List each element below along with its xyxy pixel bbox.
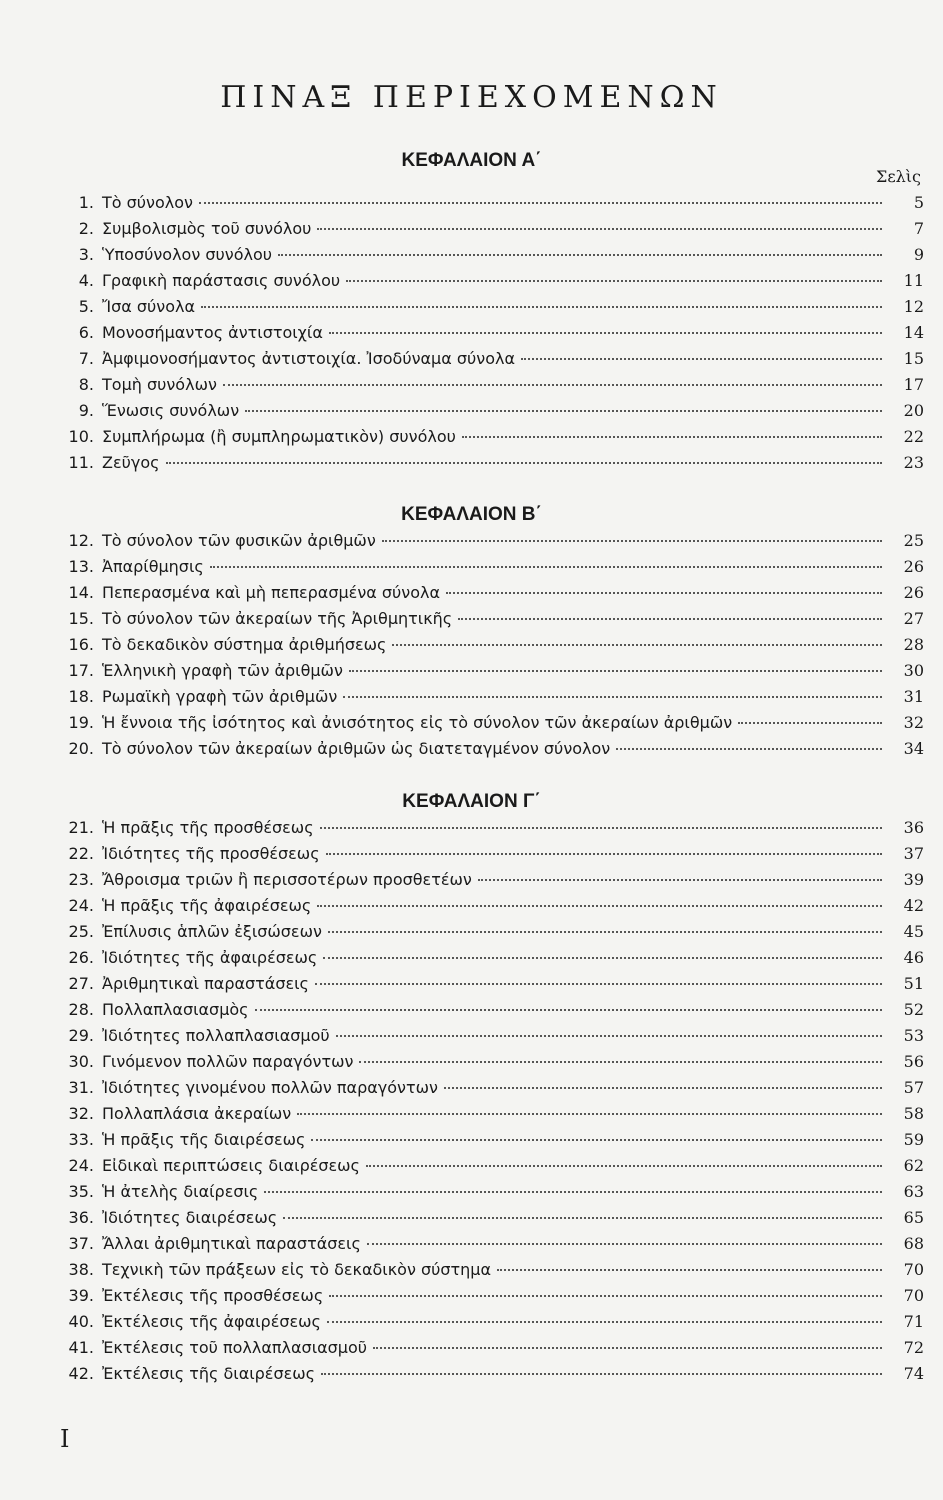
dot-leader: [278, 254, 882, 256]
entry-title: Ἡ ἔννοια τῆς ἰσότητος καὶ ἀνισότητος εἰς τὸ σύνολον τῶν ἀκεραίων ἀριθμῶν: [102, 713, 733, 732]
dot-leader: [478, 879, 882, 881]
entry-number: 23.: [68, 870, 94, 889]
entry-page: 15: [903, 349, 924, 368]
dot-leader: [329, 332, 882, 334]
entry-page: 57: [903, 1078, 924, 1097]
dot-leader: [320, 827, 882, 829]
toc-entry: [56, 1052, 924, 1078]
dot-leader: [326, 853, 882, 855]
dot-leader: [201, 306, 882, 308]
entry-title: Πολλαπλασιασμὸς: [102, 1000, 249, 1019]
entry-title: Τὸ σύνολον: [102, 193, 193, 212]
entry-number: 37.: [68, 1234, 94, 1253]
entry-title: Ζεῦγος: [102, 453, 160, 472]
entry-number: 20.: [68, 739, 94, 758]
entry-title: Ἐκτέλεσις τῆς προσθέσεως: [102, 1286, 324, 1305]
entry-title: Συμβολισμὸς τοῦ συνόλου: [102, 219, 312, 238]
toc-entry: [56, 193, 924, 219]
entry-page: 14: [903, 323, 924, 342]
entry-number: 42.: [68, 1364, 94, 1383]
dot-leader: [317, 905, 882, 907]
entry-title: Ἰδιότητες πολλαπλασιασμοῦ: [102, 1026, 330, 1045]
entry-title: Πολλαπλάσια ἀκεραίων: [102, 1104, 292, 1123]
entry-number: 32.: [68, 1104, 94, 1123]
entry-title: Εἰδικαὶ περιπτώσεις διαιρέσεως: [102, 1156, 360, 1175]
toc-section-c: [56, 818, 924, 1390]
entry-number: 26.: [68, 948, 94, 967]
entry-number: 39.: [68, 1286, 94, 1305]
toc-entry: [56, 531, 924, 557]
entry-number: 41.: [68, 1338, 94, 1357]
dot-leader: [166, 462, 882, 464]
dot-leader: [462, 436, 882, 438]
entry-page: 74: [903, 1364, 924, 1383]
entry-title: Ἴσα σύνολα: [102, 297, 196, 316]
entry-page: 68: [903, 1234, 924, 1253]
entry-number: 16.: [68, 635, 94, 654]
toc-section-b: [56, 531, 924, 765]
dot-leader: [392, 644, 882, 646]
entry-page: 71: [903, 1312, 924, 1331]
toc-entry: [56, 1286, 924, 1312]
entry-page: 46: [903, 948, 924, 967]
entry-title: Ρωμαϊκὴ γραφὴ τῶν ἀριθμῶν: [102, 687, 338, 706]
dot-leader: [336, 1035, 882, 1037]
dot-leader: [223, 384, 882, 386]
dot-leader: [210, 566, 882, 568]
entry-title: Γραφικὴ παράστασις συνόλου: [102, 271, 341, 290]
dot-leader: [283, 1217, 882, 1219]
dot-leader: [359, 1061, 882, 1063]
entry-page: 30: [903, 661, 924, 680]
entry-number: 2.: [78, 219, 94, 238]
entry-page: 39: [903, 870, 924, 889]
entry-title: Ἡ ἀτελὴς διαίρεσις: [102, 1182, 259, 1201]
entry-title: Ἐκτέλεσις τῆς ἀφαιρέσεως: [102, 1312, 321, 1331]
chapter-heading-b: ΚΕΦΑΛΑΙΟΝ Β΄: [401, 504, 542, 525]
toc-entry: [56, 609, 924, 635]
entry-number: 28.: [68, 1000, 94, 1019]
footer-mark: I: [60, 1425, 70, 1453]
entry-title: Ἐκτέλεσις τῆς διαιρέσεως: [102, 1364, 316, 1383]
chapter-heading-c: ΚΕΦΑΛΑΙΟΝ Γ΄: [402, 791, 541, 812]
dot-leader: [346, 280, 882, 282]
entry-title: Ἄθροισμα τριῶν ἢ περισσοτέρων προσθετέων: [102, 870, 472, 889]
entry-title: Τομὴ συνόλων: [102, 375, 217, 394]
dot-leader: [616, 748, 882, 750]
toc-entry: [56, 818, 924, 844]
entry-page: 37: [903, 844, 924, 863]
entry-page: 9: [913, 245, 924, 264]
entry-number: 13.: [68, 557, 94, 576]
toc-entry: [56, 974, 924, 1000]
entry-number: 12.: [68, 531, 94, 550]
toc-entry: [56, 870, 924, 896]
entry-page: 26: [903, 557, 924, 576]
entry-title: Ἀμφιμονοσήμαντος ἀντιστοιχία. Ἰσοδύναμα σύνολα: [102, 349, 516, 368]
entry-number: 4.: [78, 271, 94, 290]
entry-number: 8.: [78, 375, 94, 394]
entry-number: 30.: [68, 1052, 94, 1071]
entry-page: 58: [903, 1104, 924, 1123]
entry-page: 59: [903, 1130, 924, 1149]
entry-title: Πεπερασμένα καὶ μὴ πεπερασμένα σύνολα: [102, 583, 441, 602]
dot-leader: [311, 1139, 882, 1141]
entry-title: Ἕνωσις συνόλων: [102, 401, 240, 420]
dot-leader: [366, 1165, 882, 1167]
entry-title: Ἰδιότητες τῆς ἀφαιρέσεως: [102, 948, 318, 967]
entry-title: Τὸ σύνολον τῶν φυσικῶν ἀριθμῶν: [102, 531, 376, 550]
entry-page: 42: [903, 896, 924, 915]
entry-number: 6.: [78, 323, 94, 342]
chapter-heading-a: ΚΕΦΑΛΑΙΟΝ Α΄: [401, 150, 542, 171]
toc-entry: [56, 1364, 924, 1390]
toc-entry: [56, 219, 924, 245]
entry-page: 63: [903, 1182, 924, 1201]
entry-number: 25.: [68, 922, 94, 941]
dot-leader: [367, 1243, 882, 1245]
entry-number: 35.: [68, 1182, 94, 1201]
dot-leader: [521, 358, 882, 360]
toc-entry: [56, 948, 924, 974]
toc-entry: [56, 844, 924, 870]
entry-title: Τεχνικὴ τῶν πράξεων εἰς τὸ δεκαδικὸν σύστημα: [102, 1260, 491, 1279]
entry-page: 20: [903, 401, 924, 420]
toc-entry: [56, 713, 924, 739]
entry-title: Ἡ πρᾶξις τῆς διαιρέσεως: [102, 1130, 306, 1149]
entry-number: 1.: [78, 193, 94, 212]
entry-page: 26: [903, 583, 924, 602]
toc-entry: [56, 375, 924, 401]
toc-entry: [56, 427, 924, 453]
entry-title: Ἰδιότητες γινομένου πολλῶν παραγόντων: [102, 1078, 438, 1097]
entry-title: Τὸ σύνολον τῶν ἀκεραίων ἀριθμῶν ὡς διατεταγμένον σύνολον: [102, 739, 611, 758]
entry-title: Τὸ σύνολον τῶν ἀκεραίων τῆς Ἀριθμητικῆς: [102, 609, 453, 628]
entry-page: 31: [903, 687, 924, 706]
entry-number: 24.: [68, 1156, 94, 1175]
toc-entry: [56, 453, 924, 479]
entry-page: 72: [903, 1338, 924, 1357]
toc-entry: [56, 297, 924, 323]
entry-page: 62: [903, 1156, 924, 1175]
entry-number: 9.: [78, 401, 94, 420]
dot-leader: [328, 931, 882, 933]
entry-number: 29.: [68, 1026, 94, 1045]
entry-page: 36: [903, 818, 924, 837]
entry-number: 31.: [68, 1078, 94, 1097]
entry-page: 11: [903, 271, 924, 290]
toc-entry: [56, 1156, 924, 1182]
dot-leader: [297, 1113, 882, 1115]
entry-page: 34: [903, 739, 924, 758]
entry-page: 27: [903, 609, 924, 628]
toc-section-a: [56, 193, 924, 479]
toc-entry: [56, 349, 924, 375]
dot-leader: [382, 540, 882, 542]
entry-number: 11.: [68, 453, 94, 472]
entry-page: 12: [903, 297, 924, 316]
entry-page: 45: [903, 922, 924, 941]
toc-entry: [56, 896, 924, 922]
toc-entry: [56, 401, 924, 427]
dot-leader: [245, 410, 882, 412]
dot-leader: [446, 592, 882, 594]
entry-number: 15.: [68, 609, 94, 628]
dot-leader: [497, 1269, 882, 1271]
toc-entry: [56, 1312, 924, 1338]
toc-entry: [56, 1208, 924, 1234]
toc-entry: [56, 1234, 924, 1260]
dot-leader: [329, 1295, 882, 1297]
toc-entry: [56, 687, 924, 713]
entry-title: Ἡ πρᾶξις τῆς προσθέσεως: [102, 818, 314, 837]
entry-page: 51: [903, 974, 924, 993]
entry-number: 17.: [68, 661, 94, 680]
toc-entry: [56, 661, 924, 687]
dot-leader: [738, 722, 882, 724]
entry-number: 18.: [68, 687, 94, 706]
entry-number: 14.: [68, 583, 94, 602]
toc-entry: [56, 245, 924, 271]
toc-entry: [56, 739, 924, 765]
toc-entry: [56, 1026, 924, 1052]
dot-leader: [349, 670, 882, 672]
entry-number: 24.: [68, 896, 94, 915]
toc-entry: [56, 1182, 924, 1208]
entry-page: 23: [903, 453, 924, 472]
dot-leader: [458, 618, 882, 620]
dot-leader: [444, 1087, 882, 1089]
entry-page: 52: [903, 1000, 924, 1019]
entry-title: Γινόμενον πολλῶν παραγόντων: [102, 1052, 354, 1071]
entry-page: 65: [903, 1208, 924, 1227]
entry-page: 22: [903, 427, 924, 446]
toc-entry: [56, 1130, 924, 1156]
entry-title: Ἰδιότητες διαιρέσεως: [102, 1208, 278, 1227]
entry-page: 7: [913, 219, 924, 238]
entry-number: 21.: [68, 818, 94, 837]
entry-page: 28: [903, 635, 924, 654]
entry-number: 7.: [78, 349, 94, 368]
toc-entry: [56, 1078, 924, 1104]
entry-page: 25: [903, 531, 924, 550]
entry-number: 3.: [78, 245, 94, 264]
entry-title: Ἡ πρᾶξις τῆς ἀφαιρέσεως: [102, 896, 312, 915]
toc-entry: [56, 557, 924, 583]
dot-leader: [343, 696, 882, 698]
entry-title: Ἑλληνικὴ γραφὴ τῶν ἀριθμῶν: [102, 661, 343, 680]
entry-number: 19.: [68, 713, 94, 732]
toc-entry: [56, 635, 924, 661]
page-column-label: Σελὶς: [876, 167, 921, 186]
dot-leader: [315, 983, 882, 985]
dot-leader: [199, 202, 882, 204]
entry-title: Συμπλήρωμα (ἢ συμπληρωματικὸν) συνόλου: [102, 427, 456, 446]
toc-entry: [56, 323, 924, 349]
entry-page: 56: [903, 1052, 924, 1071]
entry-title: Ἀπαρίθμησις: [102, 557, 204, 576]
entry-title: Ἐπίλυσις ἁπλῶν ἐξισώσεων: [102, 922, 322, 941]
entry-number: 33.: [68, 1130, 94, 1149]
entry-number: 38.: [68, 1260, 94, 1279]
entry-page: 32: [903, 713, 924, 732]
entry-page: 70: [903, 1286, 924, 1305]
dot-leader: [317, 228, 882, 230]
toc-entry: [56, 1338, 924, 1364]
entry-number: 36.: [68, 1208, 94, 1227]
toc-entry: [56, 583, 924, 609]
entry-number: 10.: [68, 427, 94, 446]
dot-leader: [255, 1009, 882, 1011]
dot-leader: [373, 1347, 882, 1349]
entry-title: Τὸ δεκαδικὸν σύστημα ἀριθμήσεως: [102, 635, 387, 654]
page-title: ΠΙΝΑΞ ΠΕΡΙΕΧΟΜΕΝΩΝ: [220, 80, 723, 115]
toc-entry: [56, 1260, 924, 1286]
entry-title: Ἰδιότητες τῆς προσθέσεως: [102, 844, 320, 863]
entry-page: 5: [913, 193, 924, 212]
dot-leader: [321, 1373, 882, 1375]
entry-title: Ἐκτέλεσις τοῦ πολλαπλασιασμοῦ: [102, 1338, 368, 1357]
dot-leader: [323, 957, 882, 959]
entry-page: 53: [903, 1026, 924, 1045]
entry-page: 70: [903, 1260, 924, 1279]
entry-number: 5.: [78, 297, 94, 316]
toc-entry: [56, 1000, 924, 1026]
entry-number: 40.: [68, 1312, 94, 1331]
entry-number: 22.: [68, 844, 94, 863]
entry-page: 17: [903, 375, 924, 394]
toc-entry: [56, 271, 924, 297]
entry-title: Ἄλλαι ἀριθμητικαὶ παραστάσεις: [102, 1234, 361, 1253]
entry-title: Μονοσήμαντος ἀντιστοιχία: [102, 323, 323, 342]
entry-title: Ὑποσύνολον συνόλου: [102, 245, 273, 264]
toc-entry: [56, 1104, 924, 1130]
toc-entry: [56, 922, 924, 948]
entry-title: Ἀριθμητικαὶ παραστάσεις: [102, 974, 309, 993]
dot-leader: [327, 1321, 882, 1323]
dot-leader: [264, 1191, 882, 1193]
entry-number: 27.: [68, 974, 94, 993]
